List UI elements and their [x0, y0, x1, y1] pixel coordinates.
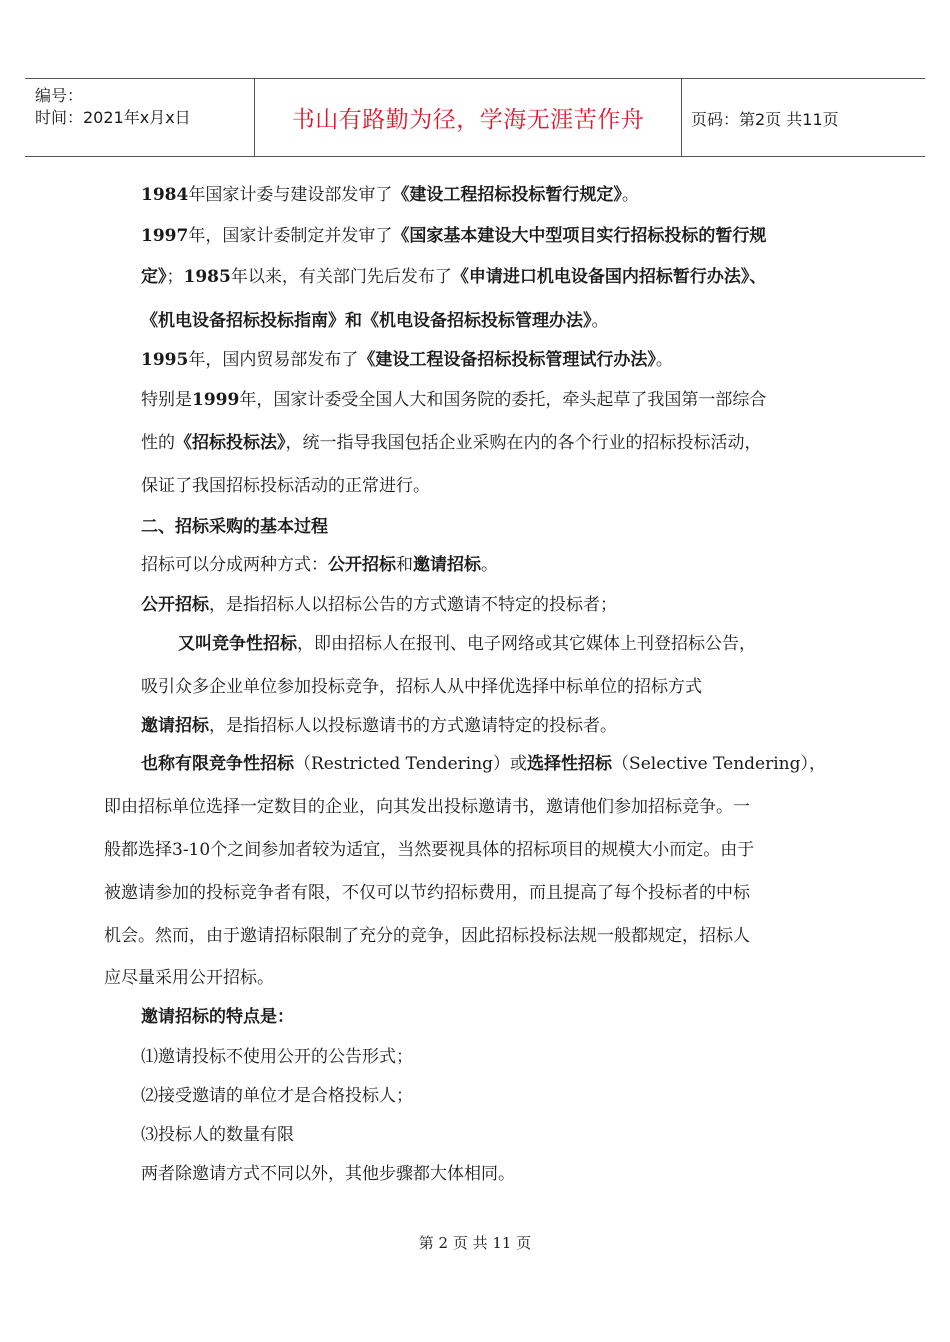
document-title: 《招标投标法》 [175, 433, 286, 453]
paragraph-line: 保证了我国招标投标活动的正常进行。 [141, 476, 430, 496]
document-title: 《机电设备招标投标指南》和《机电设备招标投标管理办法》 [141, 311, 592, 331]
list-item: ⑵接受邀请的单位才是合格投标人； [141, 1086, 413, 1106]
section-title: 二、招标采购的基本过程 [141, 517, 328, 537]
year-text: 1984 [141, 185, 189, 205]
paragraph-line: 应尽量采用公开招标。 [104, 968, 274, 988]
text-run: ，是指招标人以招标公告的方式邀请不特定的投标者； [209, 595, 617, 615]
paragraph-line [141, 714, 617, 738]
text-run: 年以来，有关部门先后发布了 [230, 267, 452, 287]
text-run: 。 [481, 555, 498, 575]
list-item: ⑴邀请投标不使用公开的公告形式； [141, 1047, 413, 1067]
text-run: 性的 [141, 433, 175, 453]
list-item: ⑶投标人的数量有限 [141, 1125, 294, 1145]
page-footer: 第 2 页 共 11 页 [418, 1234, 532, 1252]
document-title: 《国家基本建设大中型项目实行招标投标的暂行规 [392, 226, 767, 246]
paragraph-line [141, 309, 609, 333]
text-run: ，统一指导我国包括企业采购在内的各个行业的招标投标活动， [285, 433, 762, 453]
year-text: 1997 [141, 226, 189, 246]
paragraph-line [141, 593, 617, 617]
document-title: 《建设工程设备招标投标管理试行办法》 [358, 350, 656, 370]
paragraph-line: 即由招标单位选择一定数目的企业，向其发出投标邀请书，邀请他们参加招标竞争。一 [104, 797, 750, 817]
term-public-tender: 公开招标 [328, 555, 396, 575]
term-restricted-tender: 也称有限竞争性招标 [141, 754, 294, 774]
text-run: 。 [621, 185, 639, 205]
paragraph-line [141, 224, 766, 248]
paragraph-line [141, 431, 762, 455]
year-text: 1985 [183, 267, 231, 287]
text-run: 年，国内贸易部发布了 [188, 350, 359, 370]
paragraph-line [141, 553, 498, 577]
text-run: 年，国家计委受全国人大和国务院的委托，牵头起草了我国第一部综合 [239, 390, 767, 410]
header-middle-cell [254, 79, 682, 156]
text-run: 年，国家计委制定并发审了 [188, 226, 393, 246]
paragraph-line: 机会。然而，由于邀请招标限制了充分的竞争，因此招标投标法规一般都规定，招标人 [104, 926, 750, 946]
paragraph-line [141, 348, 673, 372]
text-run: ，即由招标人在报刊、电子网络或其它媒体上刊登招标公告， [297, 634, 756, 654]
document-title: 《申请进口机电设备国内招标暂行办法》、 [451, 267, 767, 287]
document-code-label: 编号： [35, 86, 84, 105]
document-time-label: 时间：2021年x月x日 [35, 108, 191, 127]
header-right-cell [681, 79, 925, 156]
paragraph-line [178, 632, 756, 656]
term-competitive-tender: 又叫竞争性招标 [178, 634, 297, 654]
header-page-info: 页码：第2页 共11页 [691, 110, 839, 129]
text-run: （Restricted Tendering）或 [294, 754, 528, 774]
year-text: 1995 [141, 350, 189, 370]
text-run: 。 [655, 350, 673, 370]
paragraph-line: 被邀请参加的投标竞争者有限，不仅可以节约招标费用，而且提高了每个投标者的中标 [104, 883, 750, 903]
year-text: 1999 [192, 390, 240, 410]
features-title: 邀请招标的特点是： [141, 1007, 294, 1027]
paragraph-line [141, 265, 766, 289]
paragraph-line [141, 388, 766, 412]
term-public-tender: 公开招标 [141, 595, 209, 615]
term-selective-tender: 选择性招标 [527, 754, 613, 774]
term-invited-tender: 邀请招标 [413, 555, 481, 575]
document-title: 定》 [141, 267, 167, 287]
header-left-cell [25, 79, 254, 156]
text-run: 和 [396, 555, 413, 575]
paragraph-line [141, 752, 826, 776]
text-run: 。 [591, 311, 609, 331]
term-invited-tender: 邀请招标 [141, 716, 209, 736]
paragraph-line [141, 183, 639, 207]
paragraph-line: 吸引众多企业单位参加投标竞争，招标人从中择优选择中标单位的招标方式 [141, 677, 702, 697]
document-title: 《建设工程招标投标暂行规定》 [392, 185, 622, 205]
text-run: （Selective Tendering）， [612, 754, 826, 774]
paragraph-line: 般都选择3-10个之间参加者较为适宜，当然要视具体的招标项目的规模大小而定。由于 [104, 840, 755, 860]
paragraph-line: 两者除邀请方式不同以外，其他步骤都大体相同。 [141, 1164, 515, 1184]
text-run: ； [166, 267, 184, 287]
text-run: ，是指招标人以投标邀请书的方式邀请特定的投标者。 [209, 716, 617, 736]
text-run: 年国家计委与建设部发审了 [188, 185, 393, 205]
header-motto: 书山有路勤为径，学海无涯苦作舟 [291, 107, 645, 133]
text-run: 特别是 [141, 390, 192, 410]
text-run: 招标可以分成两种方式： [141, 555, 328, 575]
document-header [25, 78, 925, 157]
